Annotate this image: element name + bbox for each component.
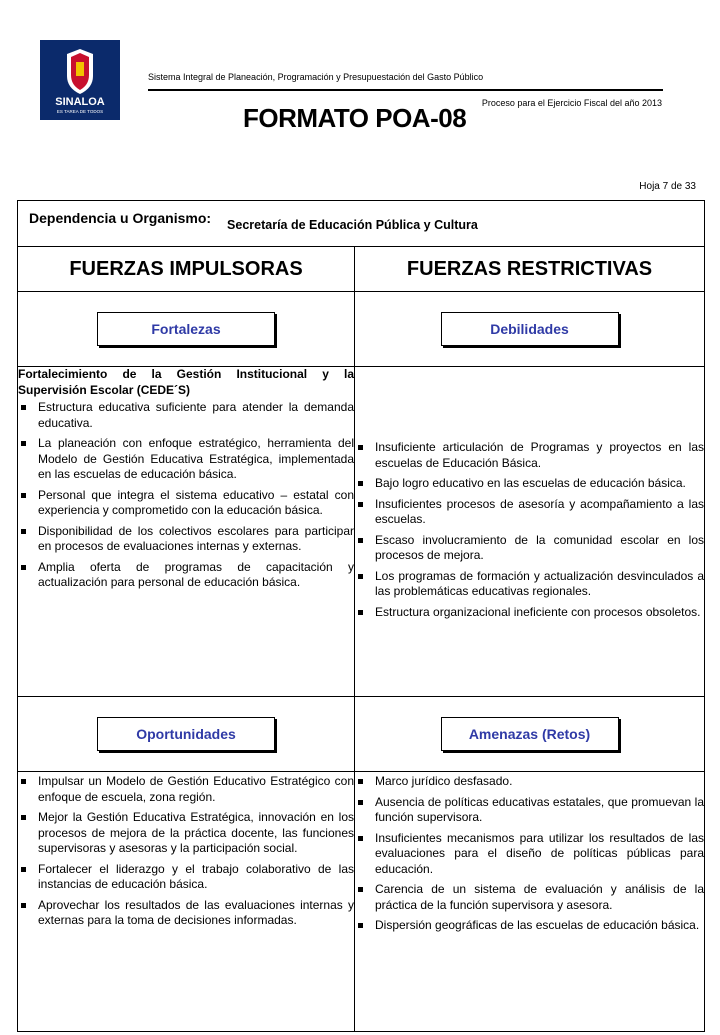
threats-box: Amenazas (Retos) [441, 717, 619, 751]
page-title: FORMATO POA-08 [243, 103, 467, 133]
threats-content [355, 772, 705, 1032]
dependency-label: Dependencia u Organismo: [29, 210, 212, 226]
list-item: Los programas de formación y actualización desvinculados a las problemáticas educativas regionales. [355, 569, 704, 600]
sinaloa-logo [40, 40, 120, 120]
logo-text: SINALOA [55, 96, 105, 108]
list-item: Estructura organizacional ineficiente con procesos obsoletos. [355, 605, 704, 621]
list-item: Amplia oferta de programas de capacitación y actualización para personal de educación básica. [18, 560, 354, 591]
strengths-box: Fortalezas [97, 312, 275, 346]
list-item: Impulsar un Modelo de Gestión Educativo Estratégico con enfoque de escuela, zona región. [18, 774, 354, 805]
opportunities-cell [18, 697, 355, 772]
opportunities-content [18, 772, 355, 1032]
dependency-value: Secretaría de Educación Pública y Cultura [227, 218, 478, 232]
list-item: Marco jurídico desfasado. [355, 774, 704, 790]
strengths-list [18, 400, 354, 591]
list-item: Carencia de un sistema de evaluación y análisis de la práctica de la función supervisora y asesora. [355, 882, 704, 913]
threats-list [355, 774, 704, 934]
list-item: La planeación con enfoque estratégico, herramienta del Modelo de Gestión Educativa Estratégica, implementada en las escuelas de educación básica. [18, 436, 354, 483]
list-item: Disponibilidad de los colectivos escolares para participar en procesos de evaluaciones internas y externas. [18, 524, 354, 555]
driving-forces-heading: FUERZAS IMPULSORAS [18, 247, 355, 292]
header-divider [148, 89, 663, 91]
list-item: Personal que integra el sistema educativo – estatal con experiencia y comprometido con la educación básica. [18, 488, 354, 519]
weaknesses-content [355, 367, 705, 697]
threats-cell [355, 697, 705, 772]
list-item: Escaso involucramiento de la comunidad escolar en los procesos de mejora. [355, 533, 704, 564]
logo-subtext: ES TAREA DE TODOS [56, 109, 104, 114]
list-item: Dispersión geográficas de las escuelas de educación básica. [355, 918, 704, 934]
list-item: Mejor la Gestión Educativa Estratégica, innovación en los procesos de mejora de la práctica docente, las funciones supervisoras y asesoras y la participación social. [18, 810, 354, 857]
system-name: Sistema Integral de Planeación, Programación y Presupuestación del Gasto Público [148, 72, 484, 82]
list-item: Insuficiente articulación de Programas y proyectos en las escuelas de Educación Básica. [355, 440, 704, 471]
dependency-cell [18, 201, 705, 247]
opportunities-box: Oportunidades [97, 717, 275, 751]
strengths-subheading: Fortalecimiento de la Gestión Institucional y la Supervisión Escolar (CEDE´S) [18, 367, 354, 397]
list-item: Insuficientes mecanismos para utilizar los resultados de las evaluaciones para el diseño de políticas públicas para educación. [355, 831, 704, 878]
weaknesses-box: Debilidades [441, 312, 619, 346]
process-year: Proceso para el Ejercicio Fiscal del año 2013 [481, 98, 662, 108]
strengths-content [18, 367, 355, 697]
weaknesses-cell [355, 292, 705, 367]
list-item: Insuficientes procesos de asesoría y acompañamiento a las escuelas. [355, 497, 704, 528]
list-item: Bajo logro educativo en las escuelas de educación básica. [355, 476, 704, 492]
sheet-number: Hoja 7 de 33 [639, 181, 696, 192]
list-item: Fortalecer el liderazgo y el trabajo colaborativo de las instancias de educación básica. [18, 862, 354, 893]
list-item: Aprovechar los resultados de las evaluaciones internas y externas para la toma de decisiones informadas. [18, 898, 354, 929]
opportunities-list [18, 774, 354, 929]
restraining-forces-heading: FUERZAS RESTRICTIVAS [355, 247, 705, 292]
weaknesses-list [355, 440, 704, 620]
strengths-cell [18, 292, 355, 367]
list-item: Ausencia de políticas educativas estatales, que promuevan la función supervisora. [355, 795, 704, 826]
list-item: Estructura educativa suficiente para atender la demanda educativa. [18, 400, 354, 431]
poa-table [17, 200, 705, 1032]
